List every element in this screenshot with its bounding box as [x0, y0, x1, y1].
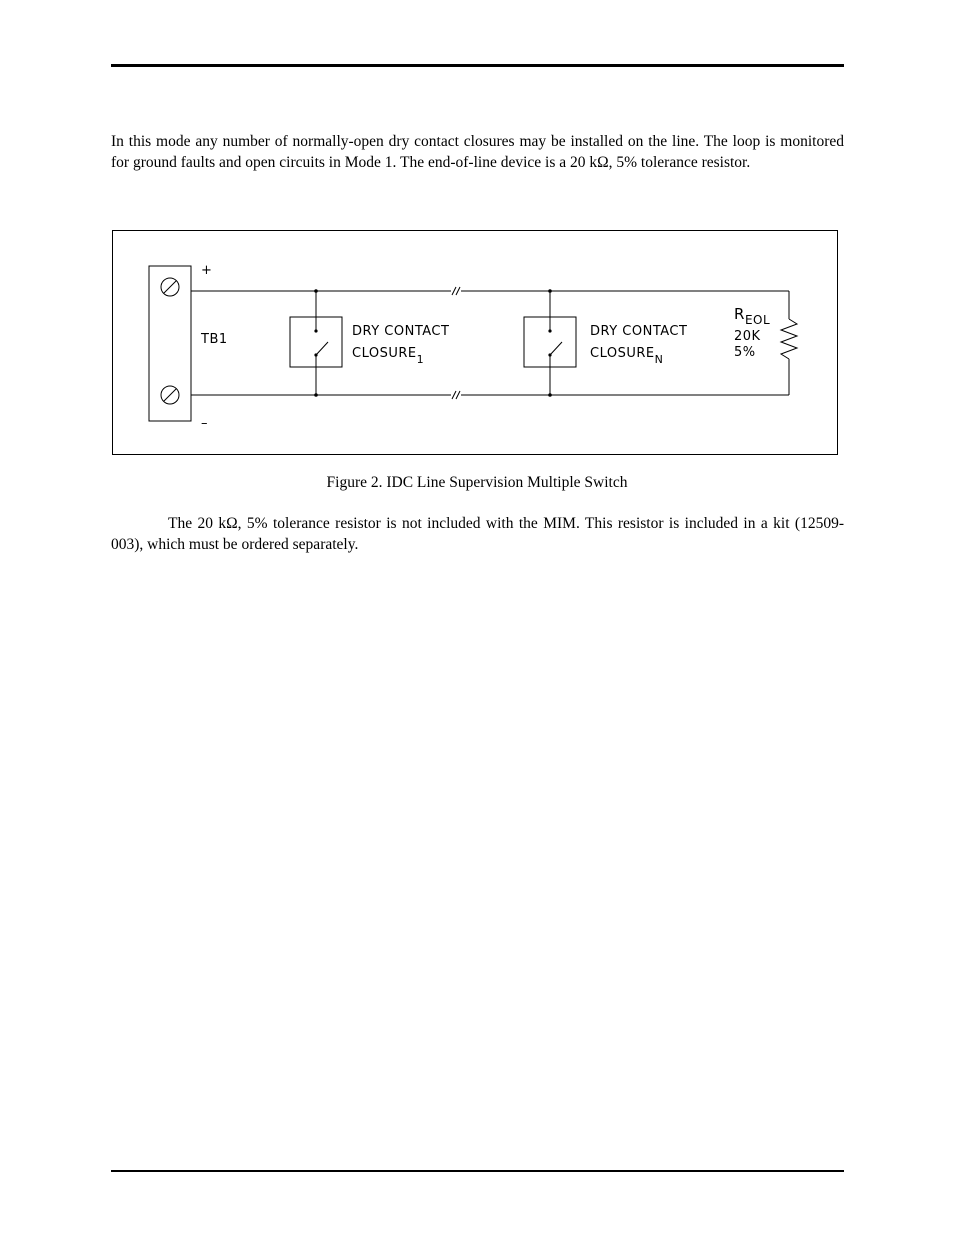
bottom-wire: [191, 391, 789, 399]
switch-1-label-line2-group: [352, 346, 424, 366]
terminal-block: [149, 266, 191, 421]
screw-terminal-icon: [161, 278, 179, 296]
dry-contact-switch-n: [524, 289, 576, 397]
circuit-diagram: [112, 230, 838, 455]
switch-1-label-line2: CLOSURE: [352, 346, 417, 361]
terminal-label: TB1: [201, 332, 228, 347]
note-paragraph: The 20 kΩ, 5% tolerance resistor is not included with the MIM. This resistor is included in a kit (12509-003), which must be ordered separately.: [111, 515, 844, 553]
figure-caption: Figure 2. IDC Line Supervision Multiple Switch: [326, 474, 628, 491]
line-break-icon: [452, 287, 460, 295]
resistor-symbol: R: [734, 305, 745, 323]
dry-contact-switch-1: [290, 289, 342, 397]
footer-rule: [111, 1170, 844, 1172]
top-wire: [191, 287, 789, 295]
switch-n-label-line1: DRY CONTACT: [590, 324, 688, 339]
switch-1-subscript: 1: [416, 353, 425, 366]
resistor-value: 20K: [734, 329, 761, 344]
line-break-icon: [452, 391, 460, 399]
switch-1-label-line1: DRY CONTACT: [352, 324, 450, 339]
header-rule: [111, 64, 844, 67]
resistor-label-group: [734, 305, 770, 327]
eol-resistor-icon: [781, 291, 797, 395]
screw-terminal-icon: [161, 386, 179, 404]
switch-n-label-line2-group: [590, 346, 663, 366]
minus-label: –: [201, 416, 208, 431]
switch-n-label-line2: CLOSURE: [590, 346, 655, 361]
resistor-subscript: EOL: [744, 313, 771, 327]
switch-n-subscript: N: [654, 353, 664, 366]
circuit-svg: [113, 231, 839, 456]
plus-label: +: [201, 263, 213, 278]
intro-paragraph: In this mode any number of normally-open dry contact closures may be installed on the line. The loop is monitored for ground faults and open circuits in Mode 1. The end-of-line device is a 20 kΩ, 5% tolerance resistor.: [111, 133, 844, 171]
resistor-tolerance: 5%: [734, 345, 756, 360]
